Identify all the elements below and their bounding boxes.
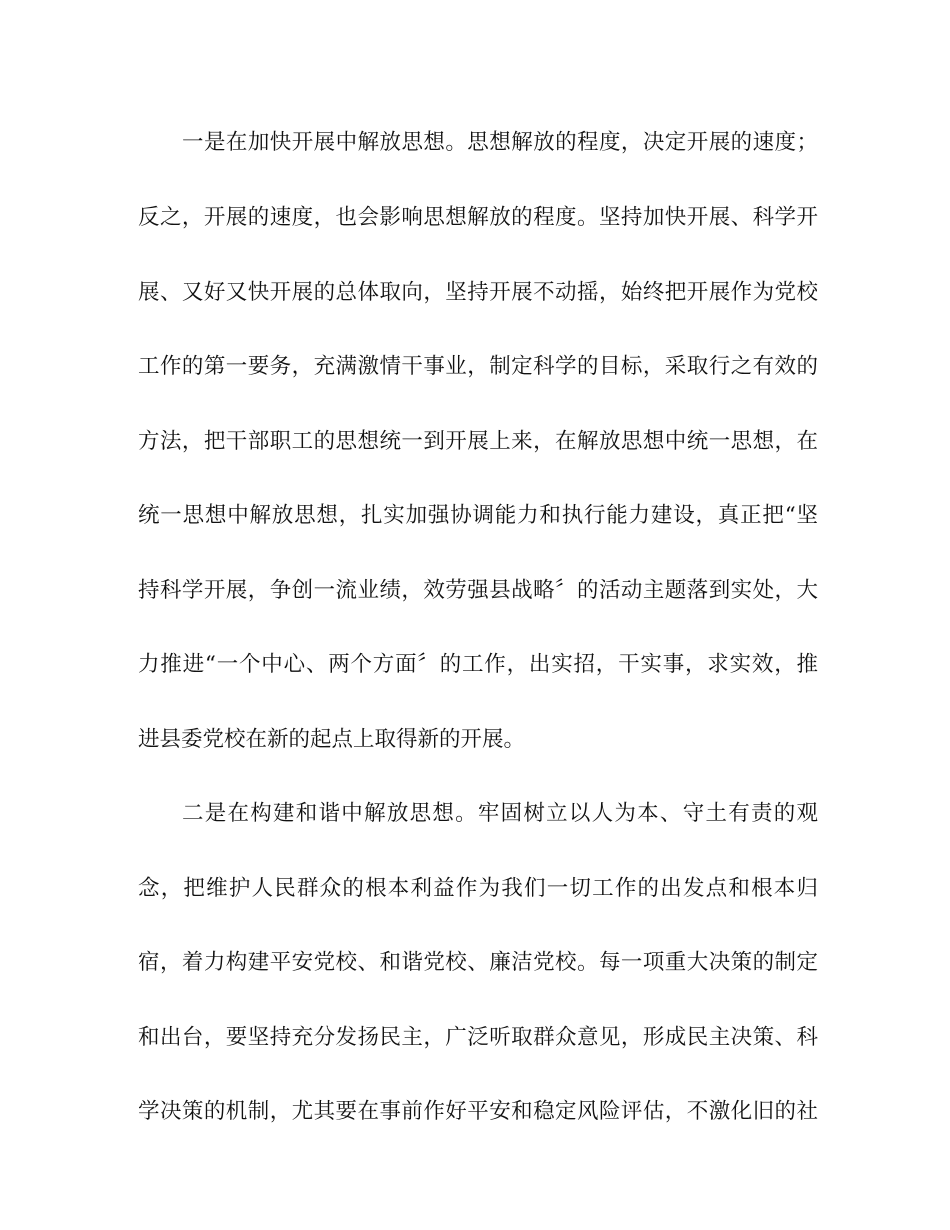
paragraph-line: 反之，开展的速度，也会影响思想解放的程度。坚持加快开展、科学开 xyxy=(138,205,818,230)
paragraph-line: 二是在构建和谐中解放思想。牢固树立以人为本、守土有责的观 xyxy=(182,801,818,826)
paragraph-line: 展、又好又快开展的总体取向，坚持开展不动摇，始终把开展作为党校 xyxy=(138,280,818,305)
paragraph-line: 持科学开展，争创一流业绩，效劳强县战略〞的活动主题落到实处，大 xyxy=(138,578,818,603)
paragraph-line: 念，把维护人民群众的根本利益作为我们一切工作的出发点和根本归 xyxy=(138,876,818,901)
paragraph-line: 进县委党校在新的起点上取得新的开展。 xyxy=(138,727,526,752)
paragraph-line: 学决策的机制，尤其要在事前作好平安和稳定风险评估，不激化旧的社 xyxy=(138,1099,818,1124)
paragraph-line: 一是在加快开展中解放思想。思想解放的程度，决定开展的速度； xyxy=(182,130,818,155)
paragraph-line: 和出台，要坚持充分发扬民主，广泛听取群众意见，形成民主决策、科 xyxy=(138,1025,818,1050)
paragraph-line: 统一思想中解放思想，扎实加强协调能力和执行能力建设，真正把“坚 xyxy=(138,503,818,528)
paragraph-line: 方法，把干部职工的思想统一到开展上来，在解放思想中统一思想，在 xyxy=(138,429,818,454)
paragraph-line: 工作的第一要务，充满激情干事业，制定科学的目标，采取行之有效的 xyxy=(138,354,818,379)
paragraph-line: 宿，着力构建平安党校、和谐党校、廉洁党校。每一项重大决策的制定 xyxy=(138,950,818,975)
paragraph-line: 力推进“一个中心、两个方面〞的工作，出实招，干实事，求实效，推 xyxy=(138,652,818,677)
